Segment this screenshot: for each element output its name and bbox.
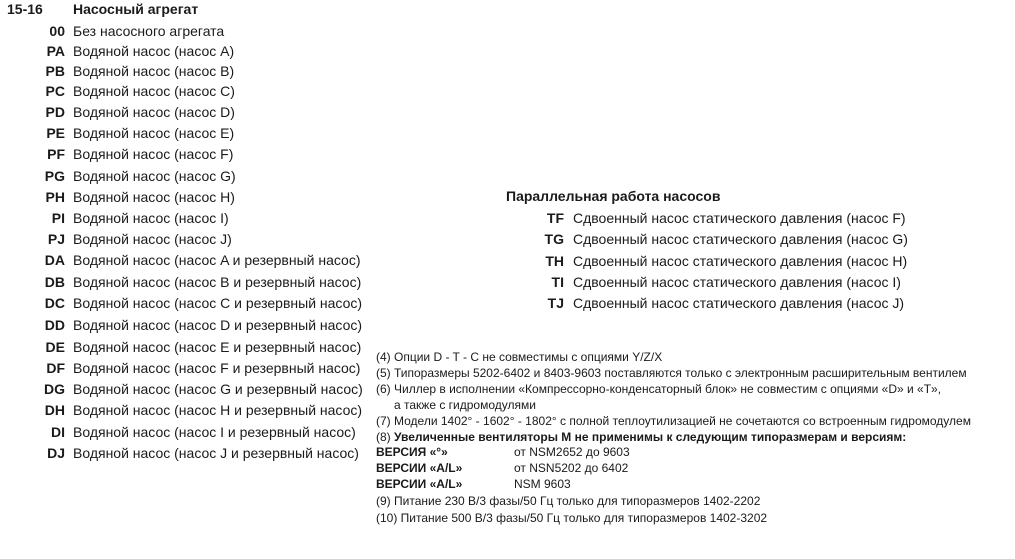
option-label: Водяной насос (насос A и резервный насос): [73, 252, 361, 268]
option-code: DD: [44, 317, 65, 333]
option-code: PE: [46, 125, 65, 141]
option-code: DF: [46, 360, 65, 376]
version-1-key: ВЕРСИЯ «°»: [376, 445, 448, 459]
parallel-label: Сдвоенный насос статического давления (насос I): [573, 274, 901, 290]
option-row: [0, 81, 400, 101]
option-code: PB: [45, 63, 65, 79]
option-code: DE: [45, 339, 65, 355]
option-label: Водяной насос (насос B): [73, 63, 235, 79]
parallel-label: Сдвоенный насос статического давления (насос G): [573, 231, 908, 247]
option-code: DJ: [47, 445, 65, 461]
parallel-label: Сдвоенный насос статического давления (насос F): [573, 210, 906, 226]
option-label: Водяной насос (насос J и резервный насос): [73, 445, 359, 461]
note-8-text: Увеличенные вентиляторы М не применимы к следующим типоразмерам и версиям:: [394, 430, 907, 444]
option-code: DC: [44, 295, 65, 311]
note-6: (6) Чиллер в исполнении «Компрессорно-конденсаторный блок» не совместим с опциями «D» и «T»,: [376, 382, 942, 396]
note-5: (5) Типоразмеры 5202-6402 и 8403-9603 поставляются только с электронным расширительным вентилем: [376, 366, 967, 380]
note-6-continued: а также с гидромодулями: [394, 398, 536, 412]
option-label: Водяной насос (насос J): [73, 231, 232, 247]
option-row: [0, 144, 400, 164]
option-label: Водяной насос (насос H): [73, 189, 235, 205]
version-3-value: NSM 9603: [514, 477, 571, 491]
option-row: [0, 379, 400, 399]
option-label: Без насосного агрегата: [73, 23, 225, 39]
option-label: Водяной насос (насос F и резервный насос): [73, 360, 361, 376]
option-label: Водяной насос (насос H и резервный насос): [73, 402, 363, 418]
parallel-row: [0, 293, 1015, 313]
option-code: PG: [44, 168, 65, 184]
option-code: PC: [45, 83, 65, 99]
option-label: Водяной насос (насос B и резервный насос): [73, 274, 362, 290]
parallel-code: TJ: [547, 295, 564, 311]
note-10: (10) Питание 500 В/3 фазы/50 Гц только для типоразмеров 1402-3202: [376, 511, 768, 525]
option-label: Водяной насос (насос G): [73, 168, 236, 184]
option-code: PD: [45, 104, 65, 120]
option-row: [0, 21, 400, 41]
version-3-key: ВЕРСИИ «A/L»: [376, 477, 463, 491]
option-label: Водяной насос (насос C и резервный насос): [73, 295, 363, 311]
option-row: [0, 400, 400, 420]
option-label: Водяной насос (насос C): [73, 83, 235, 99]
option-code: DH: [44, 402, 65, 418]
option-code: DB: [44, 274, 65, 290]
option-label: Водяной насос (насос E и резервный насос): [73, 339, 362, 355]
parallel-code: TF: [546, 210, 564, 226]
option-row: [0, 123, 400, 143]
option-code: PJ: [47, 231, 65, 247]
parallel-code: TH: [545, 253, 564, 269]
parallel-code: TG: [544, 231, 564, 247]
option-code: PI: [51, 210, 65, 226]
parallel-row: [0, 251, 1015, 271]
option-row: [0, 61, 400, 81]
version-2-key: ВЕРСИИ «A/L»: [376, 461, 463, 475]
note-4: (4) Опции D - T - C не совместимы с опциями Y/Z/X: [376, 350, 663, 364]
parallel-row: [0, 272, 1015, 292]
note-8: [376, 429, 906, 445]
option-label: Водяной насос (насос I): [73, 210, 229, 226]
option-row: [0, 443, 400, 463]
note-8-number: (8): [376, 430, 394, 444]
option-row: [0, 337, 400, 357]
option-row: [0, 358, 400, 378]
option-row: [0, 41, 400, 61]
option-label: Водяной насос (насос G и резервный насос): [73, 381, 363, 397]
option-code: PA: [46, 43, 65, 59]
option-row: [0, 187, 400, 207]
option-row: [0, 315, 400, 335]
parallel-row: [0, 229, 1015, 249]
option-label: Водяной насос (насос A): [73, 43, 235, 59]
option-code: PF: [47, 146, 65, 162]
option-label: Водяной насос (насос F): [73, 146, 234, 162]
option-label: Водяной насос (насос I и резервный насос): [73, 424, 356, 440]
parallel-row: [0, 208, 1015, 228]
parallel-title: Параллельная работа насосов: [506, 188, 721, 204]
option-code: DG: [44, 381, 65, 397]
option-label: Водяной насос (насос E): [73, 125, 235, 141]
option-code: DI: [51, 424, 65, 440]
option-label: Водяной насос (насос D): [73, 104, 235, 120]
option-code: PH: [45, 189, 65, 205]
version-2-value: от NSN5202 до 6402: [514, 461, 629, 475]
option-code: 00: [49, 23, 65, 39]
option-label: Водяной насос (насос D и резервный насос): [73, 317, 363, 333]
option-row: [0, 102, 400, 122]
section-title: Насосный агрегат: [73, 1, 199, 17]
parallel-label: Сдвоенный насос статического давления (насос J): [573, 295, 905, 311]
section-code: 15-16: [7, 1, 43, 17]
option-row: [0, 422, 400, 442]
option-code: DA: [44, 252, 65, 268]
parallel-label: Сдвоенный насос статического давления (насос H): [573, 253, 908, 269]
note-9: (9) Питание 230 В/3 фазы/50 Гц только для типоразмеров 1402-2202: [376, 494, 761, 508]
parallel-code: TI: [551, 274, 564, 290]
note-7: (7) Модели 1402° - 1602° - 1802° с полной теплоутилизацией не сочетаются со встроенным гидромодулем: [376, 414, 971, 428]
version-1-value: от NSM2652 до 9603: [514, 445, 630, 459]
option-row: [0, 166, 400, 186]
